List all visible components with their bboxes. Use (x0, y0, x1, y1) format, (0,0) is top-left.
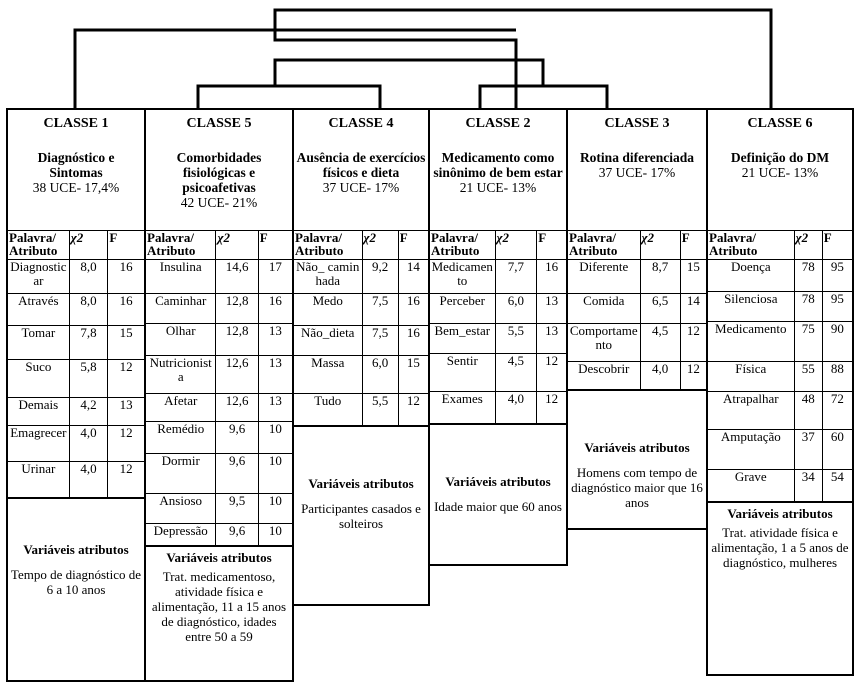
f-cell: 13 (537, 324, 567, 354)
chi2-cell: 78 (794, 260, 822, 292)
attributes-divider (430, 423, 566, 425)
word-cell: Não_dieta (294, 326, 363, 356)
word-cell: Nutricionista (146, 356, 216, 394)
table-row (568, 324, 707, 362)
class-header (568, 110, 706, 232)
class-theme: Diagnóstico e Sintomas (37, 150, 115, 180)
table-row (8, 260, 145, 294)
col-header-f: F (537, 231, 567, 260)
f-cell: 10 (258, 524, 292, 546)
word-cell: Perceber (430, 294, 496, 324)
f-cell: 13 (108, 398, 145, 426)
word-cell: Ansioso (146, 494, 216, 524)
attributes-divider (146, 545, 292, 547)
table-row (430, 294, 567, 324)
word-cell: Suco (8, 360, 70, 398)
col-header-f: F (108, 231, 145, 260)
word-table (429, 230, 567, 424)
chi2-cell: 8,0 (69, 294, 108, 326)
word-cell: Tomar (8, 326, 70, 360)
table-row (568, 260, 707, 294)
chi2-cell: 5,5 (362, 394, 398, 426)
class-panel-6 (706, 108, 854, 676)
chi2-cell: 4,0 (69, 462, 108, 498)
class-name: CLASSE 1 (43, 116, 109, 131)
word-cell: Medicamento (708, 322, 795, 362)
f-cell: 14 (680, 294, 706, 324)
f-cell: 12 (537, 392, 567, 424)
chi2-cell: 14,6 (216, 260, 258, 294)
class-header (146, 110, 292, 232)
word-cell: Demais (8, 398, 70, 426)
word-cell: Diagnosticar (8, 260, 70, 294)
table-row (8, 360, 145, 398)
word-cell: Afetar (146, 394, 216, 422)
attributes-title: Variáveis atributos (166, 550, 272, 565)
class-name: CLASSE 6 (747, 116, 813, 131)
chi2-cell: 4,5 (640, 324, 680, 362)
class-uce: 21 UCE- 13% (459, 180, 537, 195)
table-row (430, 392, 567, 424)
attributes-title: Variáveis atributos (23, 542, 129, 557)
word-cell: Não_ caminhada (294, 260, 363, 294)
col-header-word: Palavra/ Atributo (430, 231, 496, 260)
chi2-cell: 4,0 (69, 426, 108, 462)
f-cell: 12 (108, 360, 145, 398)
word-cell: Bem_estar (430, 324, 496, 354)
attributes-block (568, 440, 706, 510)
col-header-f: F (258, 231, 292, 260)
f-cell: 16 (537, 260, 567, 294)
attributes-text: Idade maior que 60 anos (434, 499, 562, 514)
attributes-divider (708, 501, 852, 503)
attributes-block (430, 474, 566, 514)
col-header-word: Palavra/ Atributo (146, 231, 216, 260)
word-cell: Física (708, 362, 795, 392)
attributes-block (294, 476, 428, 531)
class-header (430, 110, 566, 232)
chi2-cell: 8,7 (640, 260, 680, 294)
table-row (8, 326, 145, 360)
attributes-text: Trat. medicamentoso, atividade física e alimentação, 11 a 15 anos de diagnóstico, idades entre 50 a 59 (151, 569, 287, 644)
col-header-chi2: χ2 (640, 231, 680, 260)
word-table (567, 230, 707, 390)
f-cell: 90 (822, 322, 852, 362)
table-row (8, 398, 145, 426)
f-cell: 12 (680, 324, 706, 362)
f-cell: 60 (822, 430, 852, 470)
word-cell: Caminhar (146, 294, 216, 324)
table-row (430, 324, 567, 354)
class-header (8, 110, 144, 232)
word-cell: Exames (430, 392, 496, 424)
chi2-cell: 7,7 (495, 260, 537, 294)
f-cell: 16 (108, 260, 145, 294)
class-header (708, 110, 852, 232)
table-row (430, 354, 567, 392)
table-row (146, 494, 293, 524)
word-cell: Remédio (146, 422, 216, 454)
table-row (294, 394, 429, 426)
table-row (708, 260, 853, 292)
chi2-cell: 12,8 (216, 294, 258, 324)
col-header-word: Palavra/ Atributo (708, 231, 795, 260)
attributes-block (708, 506, 852, 570)
chi2-cell: 7,5 (362, 326, 398, 356)
dendrogram-link-cluster (275, 60, 543, 86)
f-cell: 16 (398, 294, 428, 326)
word-cell: Grave (708, 470, 795, 502)
table-row (146, 324, 293, 356)
table-row (294, 326, 429, 356)
word-table (707, 230, 853, 502)
table-row (708, 392, 853, 430)
attributes-title: Variáveis atributos (445, 474, 551, 489)
f-cell: 12 (398, 394, 428, 426)
table-row (146, 524, 293, 546)
class-panel-5 (566, 108, 708, 530)
col-header-chi2: χ2 (69, 231, 108, 260)
attributes-title: Variáveis atributos (308, 476, 414, 491)
chi2-cell: 9,6 (216, 422, 258, 454)
f-cell: 14 (398, 260, 428, 294)
f-cell: 16 (398, 326, 428, 356)
attributes-text: Homens com tempo de diagnóstico maior que 16 anos (571, 465, 703, 510)
attributes-title: Variáveis atributos (584, 440, 690, 455)
class-panel-4 (428, 108, 568, 566)
f-cell: 12 (108, 462, 145, 498)
dendrogram-link-c2-c3 (480, 86, 607, 108)
word-cell: Dormir (146, 454, 216, 494)
word-cell: Amputação (708, 430, 795, 470)
col-header-word: Palavra/ Atributo (568, 231, 641, 260)
col-header-chi2: χ2 (794, 231, 822, 260)
col-header-chi2: χ2 (362, 231, 398, 260)
col-header-word: Palavra/ Atributo (8, 231, 70, 260)
class-uce: 38 UCE- 17,4% (32, 180, 120, 195)
word-table (293, 230, 429, 426)
word-table (145, 230, 293, 546)
class-name: CLASSE 5 (186, 116, 252, 131)
f-cell: 15 (108, 326, 145, 360)
word-table (7, 230, 145, 498)
word-cell: Massa (294, 356, 363, 394)
class-name: CLASSE 2 (465, 116, 531, 131)
class-uce: 21 UCE- 13% (741, 165, 819, 180)
col-header-chi2: χ2 (495, 231, 537, 260)
f-cell: 88 (822, 362, 852, 392)
f-cell: 13 (258, 394, 292, 422)
class-name: CLASSE 3 (604, 116, 670, 131)
chi2-cell: 12,6 (216, 394, 258, 422)
attributes-divider (294, 425, 428, 427)
word-cell: Atrapalhar (708, 392, 795, 430)
table-row (146, 454, 293, 494)
table-row (568, 294, 707, 324)
chi2-cell: 34 (794, 470, 822, 502)
word-cell: Sentir (430, 354, 496, 392)
col-header-f: F (680, 231, 706, 260)
word-cell: Medo (294, 294, 363, 326)
table-row (708, 362, 853, 392)
chi2-cell: 6,0 (362, 356, 398, 394)
chi2-cell: 6,0 (495, 294, 537, 324)
col-header-word: Palavra/ Atributo (294, 231, 363, 260)
f-cell: 13 (537, 294, 567, 324)
table-row (294, 260, 429, 294)
word-cell: Tudo (294, 394, 363, 426)
table-row (8, 294, 145, 326)
word-cell: Silenciosa (708, 292, 795, 322)
f-cell: 10 (258, 494, 292, 524)
chi2-cell: 5,5 (495, 324, 537, 354)
table-row (8, 462, 145, 498)
table-row (146, 294, 293, 324)
chi2-cell: 75 (794, 322, 822, 362)
class-header (294, 110, 428, 232)
chi2-cell: 9,6 (216, 454, 258, 494)
chi2-cell: 55 (794, 362, 822, 392)
attributes-text: Trat. atividade física e alimentação, 1 a 5 anos de diagnóstico, mulheres (711, 525, 849, 570)
chi2-cell: 78 (794, 292, 822, 322)
f-cell: 16 (108, 294, 145, 326)
table-row (294, 294, 429, 326)
word-cell: Medicamento (430, 260, 496, 294)
attributes-divider (568, 389, 706, 391)
col-header-f: F (398, 231, 428, 260)
dendrogram (0, 0, 858, 120)
word-cell: Através (8, 294, 70, 326)
chi2-cell: 5,8 (69, 360, 108, 398)
attributes-block (146, 550, 292, 644)
word-cell: Olhar (146, 324, 216, 356)
chi2-cell: 4,0 (495, 392, 537, 424)
class-uce: 37 UCE- 17% (598, 165, 676, 180)
attributes-divider (8, 497, 144, 499)
class-panel-1 (6, 108, 146, 682)
chi2-cell: 4,5 (495, 354, 537, 392)
table-row (146, 356, 293, 394)
f-cell: 10 (258, 454, 292, 494)
table-row (146, 260, 293, 294)
table-row (708, 430, 853, 470)
chi2-cell: 4,0 (640, 362, 680, 390)
class-uce: 42 UCE- 21% (180, 195, 258, 210)
chi2-cell: 8,0 (69, 260, 108, 294)
word-cell: Emagrecer (8, 426, 70, 462)
f-cell: 10 (258, 422, 292, 454)
table-row (146, 394, 293, 422)
dendrogram-link-c5-c4 (198, 86, 380, 108)
f-cell: 12 (108, 426, 145, 462)
table-row (294, 356, 429, 394)
word-cell: Urinar (8, 462, 70, 498)
table-row (568, 362, 707, 390)
table-row (708, 470, 853, 502)
class-uce: 37 UCE- 17% (322, 180, 400, 195)
chi2-cell: 9,6 (216, 524, 258, 546)
class-theme: Medicamento como sinônimo de bem estar (433, 150, 563, 180)
chi2-cell: 9,5 (216, 494, 258, 524)
attributes-block (8, 542, 144, 597)
table-row (146, 422, 293, 454)
attributes-text: Participantes casados e solteiros (301, 501, 421, 531)
chi2-cell: 12,8 (216, 324, 258, 356)
col-header-chi2: χ2 (216, 231, 258, 260)
table-row (8, 426, 145, 462)
chi2-cell: 48 (794, 392, 822, 430)
table-row (430, 260, 567, 294)
f-cell: 72 (822, 392, 852, 430)
chi2-cell: 37 (794, 430, 822, 470)
f-cell: 12 (680, 362, 706, 390)
chi2-cell: 4,2 (69, 398, 108, 426)
word-cell: Comportamento (568, 324, 641, 362)
col-header-f: F (822, 231, 852, 260)
f-cell: 12 (537, 354, 567, 392)
attributes-title: Variáveis atributos (727, 506, 833, 521)
class-panel-2 (144, 108, 294, 682)
word-cell: Diferente (568, 260, 641, 294)
class-panel-3 (292, 108, 430, 606)
f-cell: 15 (398, 356, 428, 394)
dendrogram-link-classe1 (75, 30, 516, 108)
chi2-cell: 12,6 (216, 356, 258, 394)
word-cell: Comida (568, 294, 641, 324)
f-cell: 54 (822, 470, 852, 502)
class-theme: Definição do DM (730, 150, 830, 165)
table-row (708, 322, 853, 362)
f-cell: 16 (258, 294, 292, 324)
word-cell: Descobrir (568, 362, 641, 390)
f-cell: 95 (822, 260, 852, 292)
chi2-cell: 7,5 (362, 294, 398, 326)
word-cell: Doença (708, 260, 795, 292)
f-cell: 13 (258, 324, 292, 356)
f-cell: 13 (258, 356, 292, 394)
chi2-cell: 6,5 (640, 294, 680, 324)
class-theme: Rotina diferenciada (579, 150, 695, 165)
class-theme: Ausência de exercícios físicos e dieta (296, 150, 426, 180)
word-cell: Depressão (146, 524, 216, 546)
f-cell: 17 (258, 260, 292, 294)
class-name: CLASSE 4 (328, 116, 394, 131)
attributes-text: Tempo de diagnóstico de 6 a 10 anos (10, 567, 142, 597)
word-cell: Insulina (146, 260, 216, 294)
chi2-cell: 9,2 (362, 260, 398, 294)
table-row (708, 292, 853, 322)
f-cell: 15 (680, 260, 706, 294)
chi2-cell: 7,8 (69, 326, 108, 360)
class-theme: Comorbidades fisiológicas e psicoafetivas (176, 150, 262, 195)
f-cell: 95 (822, 292, 852, 322)
